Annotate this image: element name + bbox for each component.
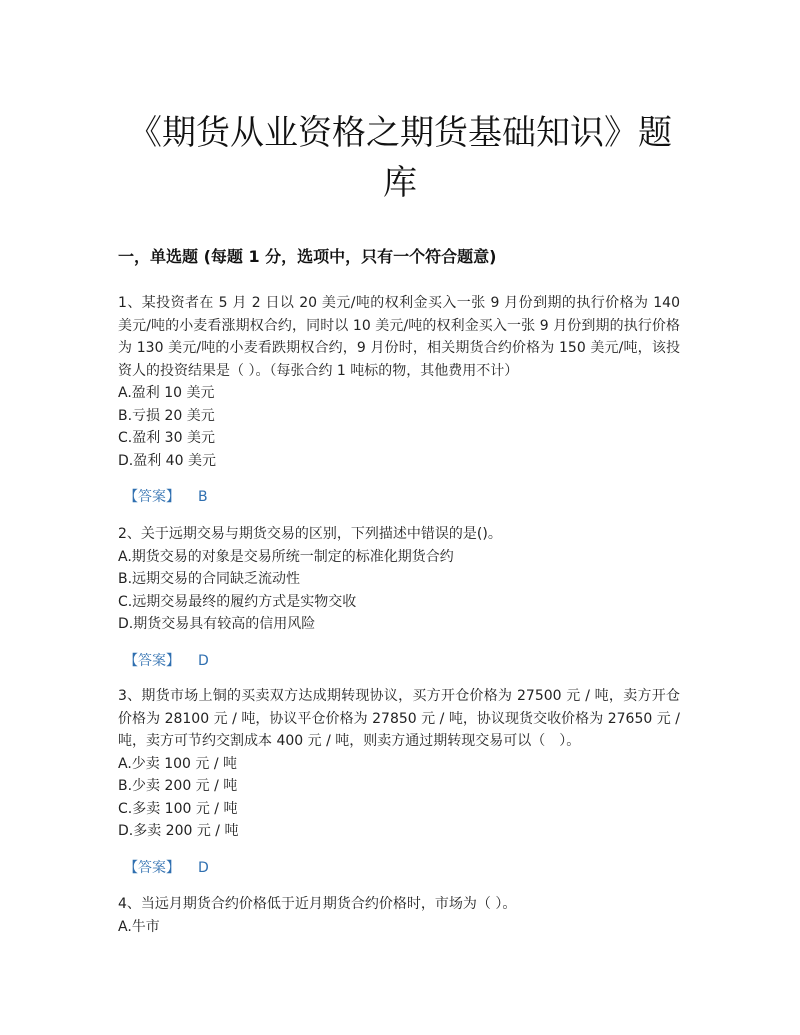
option-c: C.多卖 100 元 / 吨 bbox=[118, 800, 238, 817]
document-title bbox=[100, 108, 700, 208]
answer-label: 【答案】 bbox=[124, 860, 180, 876]
document-title-line1: 《期货从业资格之期货基础知识》题 bbox=[128, 113, 672, 153]
question-stem: 3、期货市场上铜的买卖双方达成期转现协议，买方开仓价格为 27500 元 / 吨，卖方开仓价格为 28100 元 / 吨，协议平仓价格为 27850 元 / 吨，协议现货交收价格为 27650 元 / 吨，卖方可节约交割成本 400 元 / 吨，则卖方通过期转现交易可以（ ）。 bbox=[118, 688, 680, 749]
document-title-line2: 库 bbox=[383, 163, 417, 203]
answer-2 bbox=[124, 650, 209, 672]
question-stem: 2、关于远期交易与期货交易的区别，下列描述中错误的是()。 bbox=[118, 526, 502, 542]
answer-value: D bbox=[198, 653, 209, 669]
option-b: B.少卖 200 元 / 吨 bbox=[118, 778, 238, 794]
option-b: B.亏损 20 美元 bbox=[118, 407, 215, 424]
answer-label: 【答案】 bbox=[124, 653, 180, 669]
answer-3 bbox=[124, 857, 209, 879]
question-stem: 4、当远月期货合约价格低于近月期货合约价格时，市场为（ ）。 bbox=[118, 896, 517, 912]
answer-label: 【答案】 bbox=[124, 489, 180, 505]
answer-value: B bbox=[198, 489, 208, 505]
question-stem: 1、某投资者在 5 月 2 日以 20 美元/吨的权利金买入一张 9 月份到期的执行价格为 140 美元/吨的小麦看涨期权合约，同时以 10 美元/吨的权利金买入一张 9 月份到期的执行价格为 130 美元/吨的小麦看跌期权合约，9 月份时，相关期货合约价格为 150 美元/吨，该投资人的投资结果是（ ）。（每张合约 1 吨标的物，其他费用不计） bbox=[118, 295, 680, 379]
section-heading: 一，单选题 (每题 1 分，选项中，只有一个符合题意) bbox=[118, 247, 497, 266]
option-d: D.期货交易具有较高的信用风险 bbox=[118, 616, 316, 632]
option-d: D.多卖 200 元 / 吨 bbox=[118, 823, 239, 839]
option-d: D.盈利 40 美元 bbox=[118, 452, 216, 469]
option-a: A.牛市 bbox=[118, 918, 160, 935]
answer-1 bbox=[124, 486, 208, 508]
option-c: C.盈利 30 美元 bbox=[118, 430, 215, 446]
option-a: A.少卖 100 元 / 吨 bbox=[118, 755, 238, 772]
answer-value: D bbox=[198, 860, 209, 876]
option-a: A.期货交易的对象是交易所统一制定的标准化期货合约 bbox=[118, 548, 454, 565]
option-b: B.远期交易的合同缺乏流动性 bbox=[118, 571, 301, 587]
option-a: A.盈利 10 美元 bbox=[118, 385, 215, 401]
question-1 bbox=[118, 292, 680, 472]
question-2 bbox=[118, 523, 680, 636]
question-3 bbox=[118, 685, 680, 843]
option-c: C.远期交易最终的履约方式是实物交收 bbox=[118, 593, 357, 610]
question-4 bbox=[118, 893, 680, 938]
